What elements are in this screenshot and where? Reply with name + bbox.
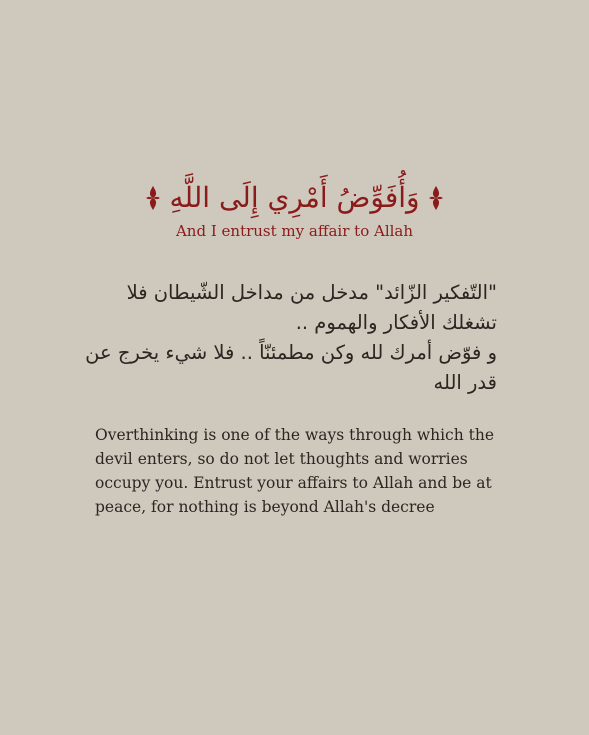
english-line: devil enters, so do not let thoughts and worries [95,450,468,468]
english-paragraph [95,423,515,519]
arabic-line: قدر الله [433,371,497,394]
floral-ornament-icon [428,185,444,211]
arabic-line: تشغلك الأفكار والهموم .. [295,311,497,334]
verse-arabic: وَأُفَوِّضُ أَمْرِي إِلَى اللَّهِ [169,181,420,214]
verse-translation: And I entrust my affair to Allah [175,222,414,240]
arabic-line: و فوّض أمرك لله وكن مطمئنّاً .. فلا شيء يخرج عن [85,341,497,364]
arabic-paragraph [77,278,497,398]
verse-header [0,178,589,218]
english-line: Overthinking is one of the ways through which the [95,426,495,444]
floral-ornament-icon [145,185,161,211]
english-line: peace, for nothing is beyond Allah's decree [95,498,435,516]
arabic-line: "التّفكير الزّائد" مدخل من مداخل الشّيطان فلا [126,281,497,304]
english-line: occupy you. Entrust your affairs to Allah and be at [95,474,492,492]
